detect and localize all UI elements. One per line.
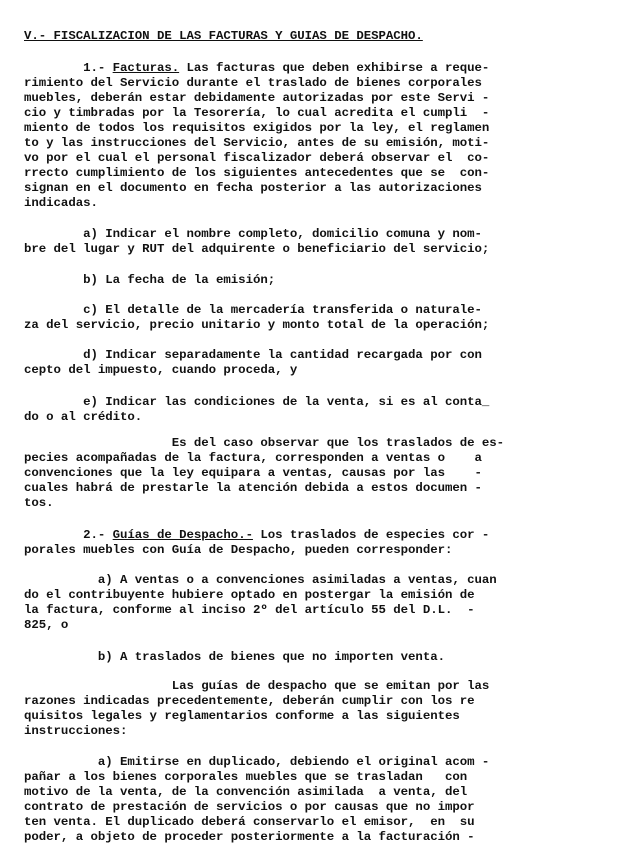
paragraph-line: muebles, deberán estar debidamente autorizadas por este Servi - <box>24 91 490 105</box>
guides-line: instrucciones: <box>24 724 128 738</box>
item-e-line: do o al crédito. <box>24 410 143 424</box>
paragraph-line: miento de todos los requisitos exigidos por la ley, el reglamen <box>24 121 490 135</box>
item-c-line: c) El detalle de la mercadería transferida o naturale- <box>24 303 482 317</box>
final-line: poder, a objeto de proceder posteriormente a la facturación - <box>24 830 475 844</box>
facturas-heading: Facturas. <box>112 61 180 75</box>
final-line: ten venta. El duplicado deberá conservarlo el emisor, en su <box>24 815 475 829</box>
paragraph-line: signan en el documento en fecha posterior a las autorizaciones <box>24 181 482 195</box>
item-a-line: bre del lugar y RUT del adquirente o beneficiario del servicio; <box>24 242 490 256</box>
paragraph-line: rrecto cumplimiento de los siguientes antecedentes que se con- <box>24 166 490 180</box>
paragraph-line: vo por el cual el personal fiscalizador deberá observar el co- <box>24 151 490 165</box>
guides-line: Las guías de despacho que se emitan por las <box>24 679 490 693</box>
note-line: pecies acompañadas de la factura, corresponden a ventas o a <box>24 451 482 465</box>
final-line: motivo de la venta, de la convención asimilada a venta, del <box>24 785 468 799</box>
final-line: contrato de prestación de servicios o por causas que no impor <box>24 800 475 814</box>
item-e-line: e) Indicar las condiciones de la venta, si es al conta_ <box>24 395 490 409</box>
final-line: a) Emitirse en duplicado, debiendo el original acom - <box>24 755 490 769</box>
section-title: V.- FISCALIZACION DE LAS FACTURAS Y GUIAS DE DESPACHO. <box>24 29 423 43</box>
paragraph-line: indicadas. <box>24 196 98 210</box>
note-line: Es del caso observar que los traslados de es- <box>24 436 505 450</box>
paragraph-facturas-line: 1.- Facturas. Las facturas que deben exhibirse a reque- <box>24 61 490 75</box>
paragraph-line: to y las instrucciones del Servicio, antes de su emisión, moti- <box>24 136 490 150</box>
guides-line: razones indicadas precedentemente, deberán cumplir con los re <box>24 694 475 708</box>
item-b-line: b) La fecha de la emisión; <box>24 273 276 287</box>
item2-a-line: a) A ventas o a convenciones asimiladas a ventas, cuan <box>24 573 497 587</box>
item2-a-line: 825, o <box>24 618 69 632</box>
item-a-line: a) Indicar el nombre completo, domicilio comuna y nom- <box>24 227 482 241</box>
item-c-line: za del servicio, precio unitario y monto total de la operación; <box>24 318 490 332</box>
item-d-line: cepto del impuesto, cuando proceda, y <box>24 363 298 377</box>
item2-b-line: b) A traslados de bienes que no importen venta. <box>24 650 445 664</box>
paragraph-line: porales muebles con Guía de Despacho, pueden corresponder: <box>24 543 453 557</box>
item2-a-line: la factura, conforme al inciso 2º del artículo 55 del D.L. - <box>24 603 475 617</box>
guias-heading: Guías de Despacho.- <box>112 528 253 542</box>
note-line: cuales habrá de prestarle la atención debida a estos documen - <box>24 481 482 495</box>
paragraph-line: rimiento del Servicio durante el traslado de bienes corporales <box>24 76 482 90</box>
note-line: tos. <box>24 496 54 510</box>
item-d-line: d) Indicar separadamente la cantidad recargada por con <box>24 348 482 362</box>
paragraph-line: cio y timbradas por la Tesorería, lo cual acredita el cumpli - <box>24 106 490 120</box>
guides-line: quisitos legales y reglamentarios conforme a las siguientes <box>24 709 460 723</box>
paragraph-guias-line: 2.- Guías de Despacho.- Los traslados de especies cor - <box>24 528 490 542</box>
item2-a-line: do el contribuyente hubiere optado en postergar la emisión de <box>24 588 475 602</box>
final-line: pañar a los bienes corporales muebles que se trasladan con <box>24 770 468 784</box>
note-line: convenciones que la ley equipara a ventas, causas por las - <box>24 466 482 480</box>
